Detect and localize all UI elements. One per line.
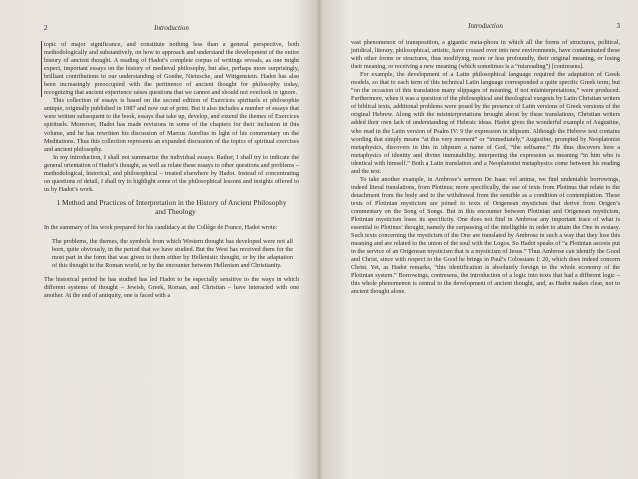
right-paragraph-1: vast phenomenon of transposition, a gigantic meta-phora in which all the forms of structures, political, juridical, literary, philosophical, artistic, have crossed over into new environments, have contaminated these with other forms or structures, thus modifying, more or less profoundly, their original meaning, or losing their meaning, or receiving a new meaning (which sometimes is a “misreading”) [contresens]. xyxy=(351,39,620,71)
right-page-header xyxy=(351,22,620,36)
right-paragraph-3: To take another example, in Ambrose’s sermon De Isaac vel anima, we find undeniable borrowings, indeed literal translations, from Plotinus; more specifically, the use of texts from Plotinus that relate to the detachment from the body and to the withdrawal from the sensible as a condition of contemplation. These texts of Plotinian mysticism are joined to texts of Origenean mysticism that derive from Origen’s commentary on the Song of Songs. But in this encounter between Plotinian and Origenean mysticism, Plotinian mysticism loses its specificity. One does not find in Ambrose any important trace of what is essential to Plotinus’ thought, namely the surpassing of the intelligible in order to attain the One in ecstasy. Such texts concerning the mysticism of the One are translated by Ambrose in such a way that they lose this meaning and are related to the union of the soul with the Logos. So Hadot speaks of “a Plotinian ascesis put in the service of an Origenean mysticism that is a mysticism of Jesus.” Thus Ambrose can identify the Good and Christ, since with respect to the Good he brings in Paul’s Colossians I: 20, which does indeed concern Christ. Yet, as Hadot remarks, “this identification is absolutely foreign to the whole economy of the Plotinian system.” Borrowings, contresens, the introduction of a logic into texts that had a different logic – this whole phenomenon is central to the development of ancient thought, and, as Hadot makes clear, not to ancient thought alone. xyxy=(351,175,620,296)
right-running-head: Introduction xyxy=(468,22,503,30)
left-page-header xyxy=(44,24,299,38)
section-heading: 1 Method and Practices of Interpretation in the History of Ancient Philosophy and Theology xyxy=(56,197,287,217)
left-paragraph-1: topic of major significance, and constitute nothing less than a general perspective, both methodologically and substantively, on how to approach and understand the development of the entire history of ancient thought. A reading of Hadot’s complete corpus of writings reveals, as one might expect, important essays on the history of medieval philosophy, but also, perhaps more surprisingly, brilliant contributions to our understanding of Goethe, Nietzsche, and Wittgenstein. Hadot has also been increasingly preoccupied with the pertinence of ancient thought for philosophy today, recognizing that ancient experience raises questions that we cannot and should not overlook or ignore. xyxy=(41,41,299,97)
left-paragraph-4: In the summary of his work prepared for his candidacy at the Collège de France, Hadot wrote: xyxy=(44,223,278,231)
right-paragraph-2: For example, the development of a Latin philosophical language required the adaptation of Greek models, so that to each term of this technical Latin language corresponded a quite specific Greek term; but “on the occasion of this translation many slippages of meaning, if not misinterpretations,” were produced. Furthermore, when it was a question of the philosophical and theological exegesis by Latin Christian writers of biblical texts, additional problems were posed by the presence of Latin versions of Greek versions of the original Hebrew. Along with the misinterpretations brought about by these translations, Christian writers added their own lack of understanding of Hebraic ideas. Hadot gives the wonderful example of Augustine, who read in the Latin version of Psalm IV: 9 the expression in idipsum. Although the Hebrew text contains wording that simply means “at this very moment” or “immediately,” Augustine, prompted by Neoplatonist metaphysics, discovers in this in idipsum a name of God, “the selfsame.” He thus discovers here a metaphysics of identity and divine immutability, interpreting the expression as meaning “in him who is identical with himself.” Both a Latin translation and a Neoplatonist metaphysics come between his reading and the text. xyxy=(351,71,620,175)
left-paragraph-3: In my introduction, I shall not summarize the individual essays. Rather, I shall try to indicate the general orientation of Hadot’s thought, as well as relate these essays to other questions and problems – methodological, historical, and philosophical – treated elsewhere by Hadot. Instead of concentrating on questions of detail, I shall try to highlight some of the philosophical lessons and insights offered to us by Hadot’s work. xyxy=(44,153,299,193)
left-paragraph-2: This collection of essays is based on the second edition of Exercices spirituels et philosophie antique, originally published in 1987 and now out of print. But it also includes a number of essays that were written subsequent to the book, essays that take up, develop, and extend the themes of Exercices spirituels. Moreover, Hadot has made revisions in some of the chapters for their inclusion in this volume, and he has rewritten his discussion of Marcus Aurelius in light of his commentary on the Meditations. Thus this collection represents an expanded discussion of the topics of spiritual exercises and ancient philosophy. xyxy=(44,97,299,153)
left-paragraph-5: The historical period he has studied has led Hadot to be especially sensitive to the ways in which different systems of thought – Jewish, Greek, Roman, and Christian – have interacted with one another. At the end of antiquity, one is faced with a xyxy=(44,276,299,300)
left-page-number: 2 xyxy=(44,24,48,32)
right-page xyxy=(319,0,638,479)
block-quote: The problems, the themes, the symbols from which Western thought has developed were not all born, quite obviously, in the period that we have studied. But the West has received them for the most part in the form that was given to them either by Hellenistic thought, or by the adaptation of this thought to the Roman world, or by the encounter between Hellenism and Christianity. xyxy=(52,237,293,270)
left-running-head: Introduction xyxy=(154,24,189,32)
right-page-number: 3 xyxy=(616,22,620,30)
